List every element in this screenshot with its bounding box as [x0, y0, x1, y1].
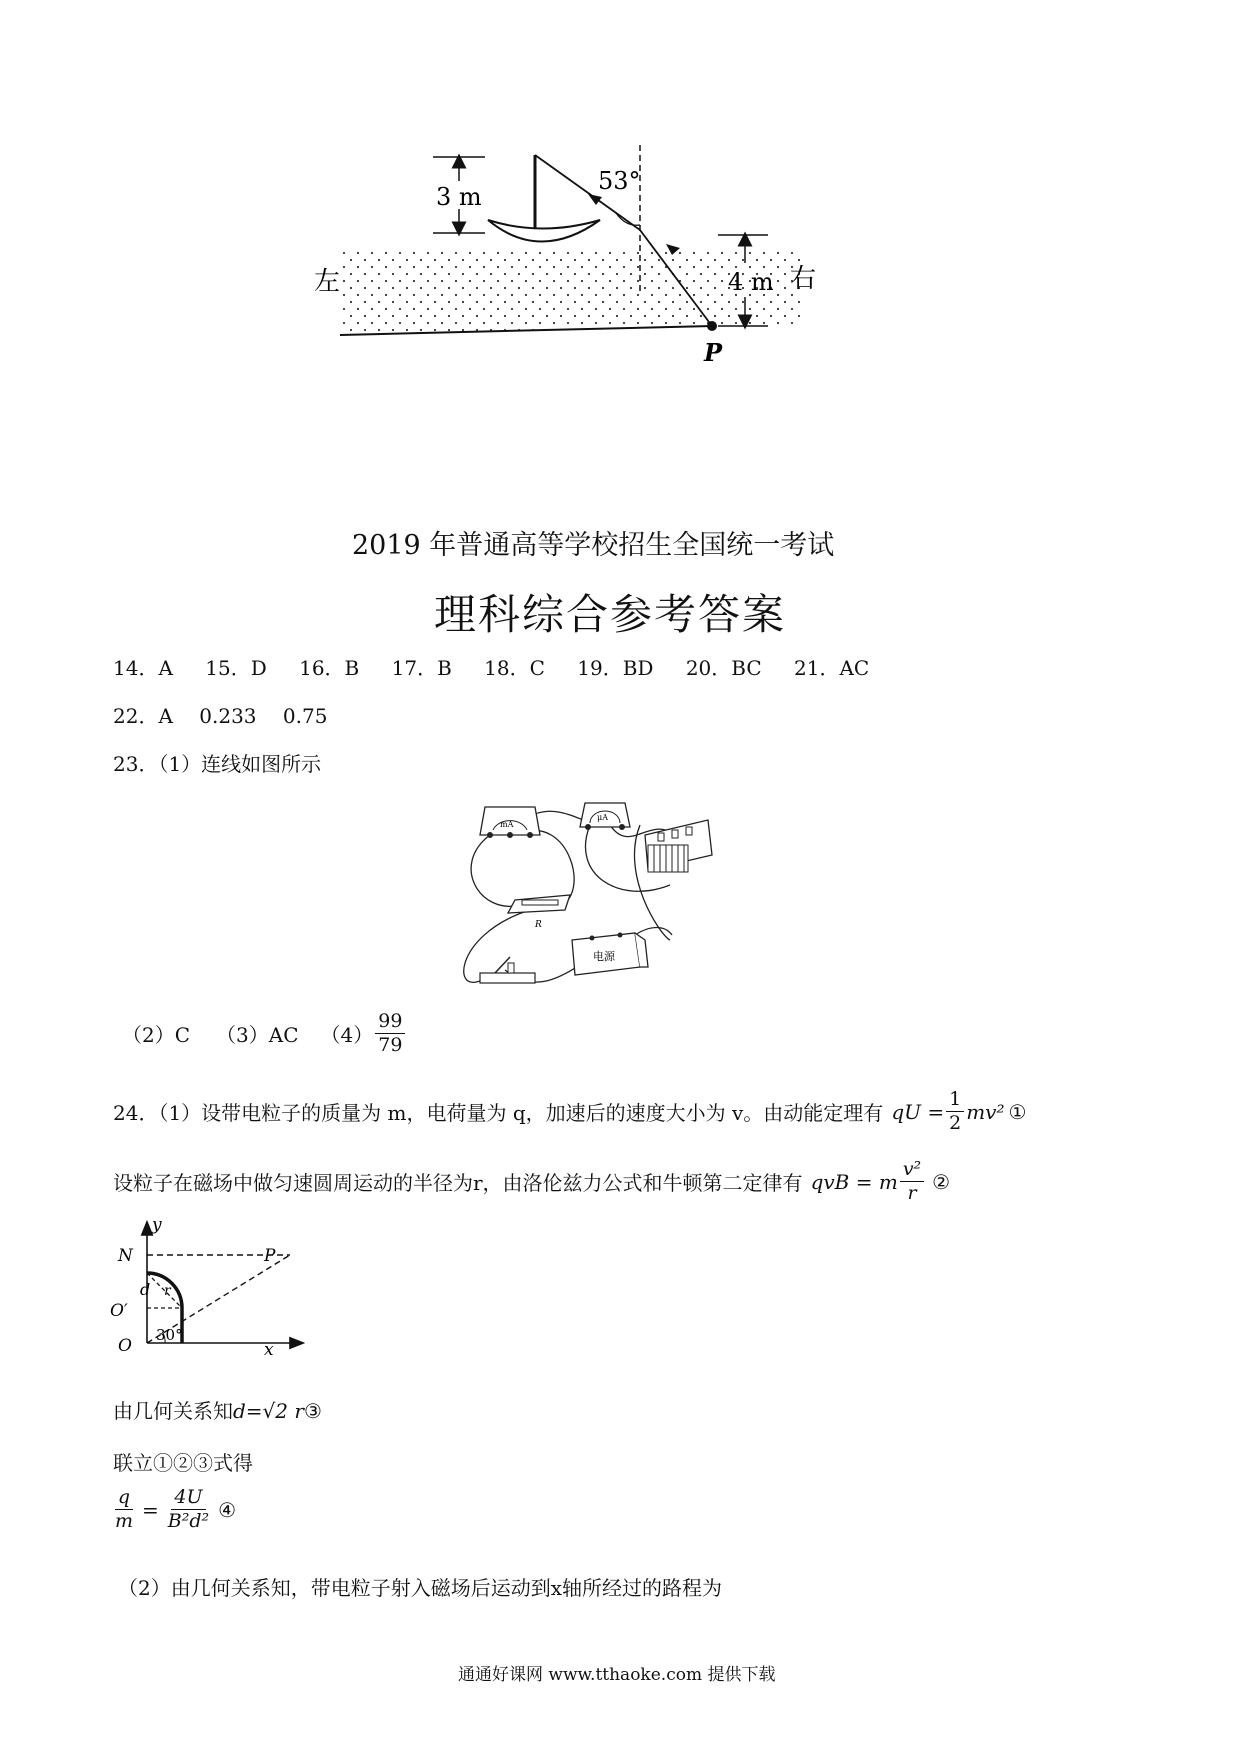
eq2-mark: ② — [932, 1169, 951, 1194]
rheostat — [508, 895, 570, 930]
geometry-text: 由几何关系知 — [113, 1399, 233, 1423]
answer-row-22 — [113, 700, 327, 729]
q24-combine-line: 联立①②③式得 — [113, 1451, 253, 1475]
resistance-box — [645, 820, 712, 872]
eq4-mark: ④ — [218, 1497, 237, 1522]
answer-17: 17．B — [391, 656, 452, 680]
magnetic-field-figure — [110, 1215, 330, 1360]
answer-23-part4: （4） — [320, 1023, 374, 1047]
switch — [480, 957, 535, 983]
answer-23-part3: （3）AC — [216, 1023, 299, 1047]
eq1-num: 1 — [946, 1090, 964, 1112]
fraction-numerator: 99 — [375, 1012, 405, 1034]
answer-15: 15．D — [205, 656, 267, 680]
wire — [635, 928, 672, 936]
label-y: y — [152, 1215, 162, 1235]
eq4-left-fraction — [112, 1488, 136, 1531]
wire — [520, 830, 574, 905]
boat-figure — [314, 145, 920, 415]
label-d: d — [140, 1280, 151, 1299]
eq1-den: 2 — [949, 1112, 962, 1134]
fraction-denominator: 79 — [378, 1034, 403, 1056]
eq4-num: q — [115, 1488, 133, 1510]
label-4m: 4 m — [728, 268, 774, 296]
eq2-left: qvB = m — [810, 1169, 898, 1194]
answer-22-value2: 0.75 — [282, 704, 328, 728]
microammeter-label: μA — [597, 813, 608, 822]
eq3: d=√2 r — [233, 1399, 304, 1423]
label-30deg: 30° — [156, 1326, 183, 1344]
rheostat-label: R — [535, 920, 542, 930]
eq2-fraction — [900, 1160, 924, 1203]
eq1-left: qU = — [891, 1099, 945, 1124]
answer-16: 16．B — [299, 656, 360, 680]
answer-19: 19．BD — [577, 656, 654, 680]
label-x: x — [264, 1340, 274, 1360]
eq4-rden: B²d² — [167, 1510, 210, 1532]
answer-18: 18．C — [484, 656, 545, 680]
q24-line1 — [113, 1090, 1026, 1133]
label-53deg: 53° — [598, 167, 641, 195]
answer-23-parts — [122, 1012, 407, 1055]
label-point-p: P — [704, 338, 723, 367]
eq3-mark: ③ — [303, 1399, 322, 1423]
answer-22-value1: 0.233 — [199, 704, 257, 728]
eq1-fraction — [946, 1090, 964, 1133]
eq4-equals: = — [142, 1497, 159, 1522]
circuit-figure — [460, 795, 780, 1000]
label-o-prime: O′ — [110, 1301, 128, 1321]
answer-23-part2: （2）C — [122, 1023, 191, 1047]
eq2-num: v² — [900, 1160, 924, 1182]
page-footer: 通通好课网 www.tthaoke.com 提供下载 — [458, 1665, 776, 1685]
answer-21: 21．AC — [794, 656, 870, 680]
label-o: O — [118, 1336, 132, 1356]
label-r: r — [164, 1283, 171, 1299]
q24-line2-text: 设粒子在磁场中做匀速圆周运动的半径为r，由洛伦兹力公式和牛顿第二定律有 — [113, 1171, 803, 1195]
answer-23-intro: 23．（1）连线如图所示 — [113, 752, 322, 776]
answer-14: 14．A — [113, 656, 173, 680]
eq4-rnum: 4U — [171, 1488, 205, 1510]
answer-title: 理科综合参考答案 — [434, 590, 787, 639]
label-left: 左 — [314, 267, 341, 297]
q24-part2: （2）由几何关系知，带电粒子射入磁场后运动到x轴所经过的路程为 — [118, 1576, 723, 1600]
wire — [471, 835, 520, 906]
label-3m: 3 m — [436, 183, 482, 211]
answer-22-choice: 22．A — [113, 704, 173, 728]
eq4-right-fraction — [165, 1488, 212, 1531]
label-n: N — [118, 1246, 133, 1266]
point-p-dot — [707, 321, 717, 331]
eq1-right: mv² — [966, 1099, 1005, 1124]
exam-title: 2019 年普通高等学校招生全国统一考试 — [352, 530, 835, 561]
eq1-mark: ① — [1008, 1099, 1027, 1124]
boat-hull — [488, 220, 600, 242]
eq2-den: r — [907, 1182, 917, 1204]
q24-line2 — [113, 1160, 950, 1203]
milliammeter — [480, 807, 540, 838]
answer-row-14-21 — [113, 652, 869, 681]
ray-arrow-upper — [588, 194, 602, 205]
answer-20: 20．BC — [685, 656, 762, 680]
label-right: 右 — [790, 264, 817, 294]
label-p: P — [264, 1246, 276, 1266]
q24-geometry-line — [113, 1395, 322, 1424]
q24-line1-text: 24．（1）设带电粒子的质量为 m，电荷量为 q，加速后的速度大小为 v。由动能定理有 — [113, 1101, 884, 1125]
power-source-label: 电源 — [593, 950, 615, 963]
milliammeter-label: mA — [500, 820, 514, 829]
microammeter — [580, 803, 630, 830]
q24-eq4 — [110, 1488, 236, 1531]
answer-23-fraction — [375, 1012, 405, 1055]
power-source — [572, 933, 648, 976]
eq4-den: m — [115, 1510, 134, 1532]
